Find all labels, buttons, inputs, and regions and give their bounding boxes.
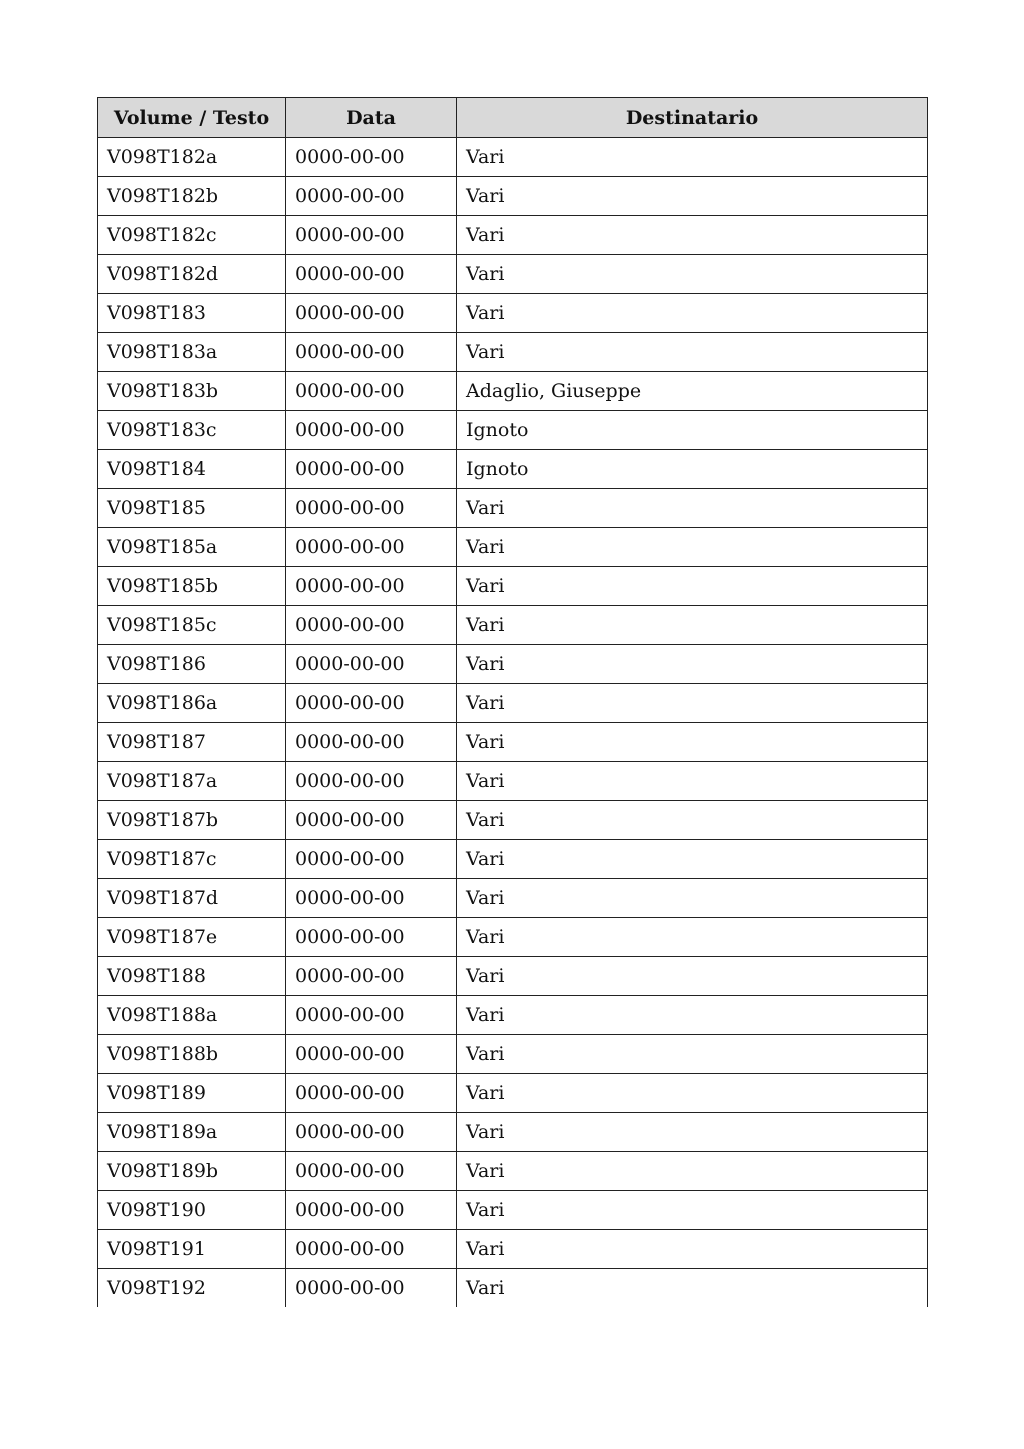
cell-destinatario: Vari [457, 138, 928, 177]
cell-data: 0000-00-00 [286, 1074, 457, 1113]
cell-volume-testo: V098T188a [98, 996, 286, 1035]
cell-data: 0000-00-00 [286, 801, 457, 840]
table-body [98, 138, 928, 1308]
cell-destinatario: Vari [457, 840, 928, 879]
cell-destinatario: Vari [457, 1035, 928, 1074]
cell-data: 0000-00-00 [286, 606, 457, 645]
cell-destinatario: Vari [457, 294, 928, 333]
cell-destinatario: Vari [457, 1269, 928, 1308]
table-row [98, 801, 928, 840]
cell-volume-testo: V098T183 [98, 294, 286, 333]
table-row [98, 762, 928, 801]
cell-data: 0000-00-00 [286, 1113, 457, 1152]
cell-data: 0000-00-00 [286, 840, 457, 879]
table-row [98, 645, 928, 684]
table-row [98, 1074, 928, 1113]
cell-destinatario: Ignoto [457, 411, 928, 450]
cell-data: 0000-00-00 [286, 918, 457, 957]
cell-destinatario: Vari [457, 684, 928, 723]
table-row [98, 1230, 928, 1269]
cell-volume-testo: V098T189a [98, 1113, 286, 1152]
table-row [98, 684, 928, 723]
table-row [98, 723, 928, 762]
cell-volume-testo: V098T182c [98, 216, 286, 255]
cell-destinatario: Vari [457, 1152, 928, 1191]
cell-destinatario: Vari [457, 177, 928, 216]
cell-destinatario: Vari [457, 879, 928, 918]
cell-data: 0000-00-00 [286, 996, 457, 1035]
cell-volume-testo: V098T187 [98, 723, 286, 762]
cell-data: 0000-00-00 [286, 567, 457, 606]
cell-destinatario: Vari [457, 762, 928, 801]
table-row [98, 177, 928, 216]
cell-data: 0000-00-00 [286, 489, 457, 528]
cell-destinatario: Vari [457, 1074, 928, 1113]
table-row [98, 333, 928, 372]
cell-destinatario: Vari [457, 567, 928, 606]
cell-data: 0000-00-00 [286, 450, 457, 489]
cell-destinatario: Adaglio, Giuseppe [457, 372, 928, 411]
cell-volume-testo: V098T186a [98, 684, 286, 723]
cell-data: 0000-00-00 [286, 138, 457, 177]
table-row [98, 489, 928, 528]
cell-destinatario: Vari [457, 216, 928, 255]
cell-volume-testo: V098T191 [98, 1230, 286, 1269]
table-row [98, 294, 928, 333]
cell-volume-testo: V098T183b [98, 372, 286, 411]
cell-destinatario: Vari [457, 606, 928, 645]
cell-volume-testo: V098T182b [98, 177, 286, 216]
table-row [98, 840, 928, 879]
table-row [98, 957, 928, 996]
cell-volume-testo: V098T188 [98, 957, 286, 996]
table-row [98, 411, 928, 450]
cell-volume-testo: V098T187d [98, 879, 286, 918]
cell-data: 0000-00-00 [286, 177, 457, 216]
table-row [98, 879, 928, 918]
cell-destinatario: Vari [457, 957, 928, 996]
table-row [98, 1269, 928, 1308]
table-row [98, 216, 928, 255]
cell-volume-testo: V098T182a [98, 138, 286, 177]
cell-volume-testo: V098T185a [98, 528, 286, 567]
cell-destinatario: Vari [457, 645, 928, 684]
column-header-destinatario: Destinatario [457, 98, 928, 138]
cell-volume-testo: V098T189 [98, 1074, 286, 1113]
cell-data: 0000-00-00 [286, 528, 457, 567]
table-row [98, 996, 928, 1035]
cell-volume-testo: V098T184 [98, 450, 286, 489]
cell-volume-testo: V098T192 [98, 1269, 286, 1308]
table-row [98, 450, 928, 489]
cell-volume-testo: V098T185c [98, 606, 286, 645]
cell-destinatario: Vari [457, 918, 928, 957]
cell-volume-testo: V098T187b [98, 801, 286, 840]
table-row [98, 255, 928, 294]
cell-data: 0000-00-00 [286, 411, 457, 450]
table-row [98, 606, 928, 645]
cell-data: 0000-00-00 [286, 255, 457, 294]
cell-volume-testo: V098T183a [98, 333, 286, 372]
cell-data: 0000-00-00 [286, 1035, 457, 1074]
cell-volume-testo: V098T183c [98, 411, 286, 450]
cell-volume-testo: V098T187a [98, 762, 286, 801]
cell-volume-testo: V098T187c [98, 840, 286, 879]
cell-destinatario: Vari [457, 801, 928, 840]
table-row [98, 1152, 928, 1191]
cell-volume-testo: V098T182d [98, 255, 286, 294]
table-row [98, 1035, 928, 1074]
cell-volume-testo: V098T186 [98, 645, 286, 684]
cell-destinatario: Vari [457, 996, 928, 1035]
cell-data: 0000-00-00 [286, 294, 457, 333]
table-row [98, 567, 928, 606]
cell-data: 0000-00-00 [286, 1230, 457, 1269]
cell-volume-testo: V098T189b [98, 1152, 286, 1191]
cell-data: 0000-00-00 [286, 879, 457, 918]
letters-table [97, 97, 928, 1307]
cell-data: 0000-00-00 [286, 1191, 457, 1230]
cell-destinatario: Vari [457, 255, 928, 294]
cell-data: 0000-00-00 [286, 1152, 457, 1191]
column-header-data: Data [286, 98, 457, 138]
table-row [98, 138, 928, 177]
cell-data: 0000-00-00 [286, 684, 457, 723]
cell-data: 0000-00-00 [286, 372, 457, 411]
table-row [98, 528, 928, 567]
cell-data: 0000-00-00 [286, 333, 457, 372]
table-row [98, 372, 928, 411]
cell-data: 0000-00-00 [286, 1269, 457, 1308]
cell-destinatario: Vari [457, 723, 928, 762]
cell-data: 0000-00-00 [286, 762, 457, 801]
cell-data: 0000-00-00 [286, 216, 457, 255]
cell-destinatario: Ignoto [457, 450, 928, 489]
table-row [98, 1113, 928, 1152]
cell-destinatario: Vari [457, 1191, 928, 1230]
cell-volume-testo: V098T185b [98, 567, 286, 606]
cell-destinatario: Vari [457, 1113, 928, 1152]
table-row [98, 1191, 928, 1230]
cell-volume-testo: V098T187e [98, 918, 286, 957]
cell-destinatario: Vari [457, 333, 928, 372]
cell-data: 0000-00-00 [286, 645, 457, 684]
table-header-row [98, 98, 928, 138]
document-page [97, 97, 927, 1307]
cell-destinatario: Vari [457, 1230, 928, 1269]
cell-data: 0000-00-00 [286, 957, 457, 996]
cell-data: 0000-00-00 [286, 723, 457, 762]
cell-volume-testo: V098T185 [98, 489, 286, 528]
cell-destinatario: Vari [457, 489, 928, 528]
cell-destinatario: Vari [457, 528, 928, 567]
column-header-volume-testo: Volume / Testo [98, 98, 286, 138]
cell-volume-testo: V098T190 [98, 1191, 286, 1230]
table-row [98, 918, 928, 957]
cell-volume-testo: V098T188b [98, 1035, 286, 1074]
